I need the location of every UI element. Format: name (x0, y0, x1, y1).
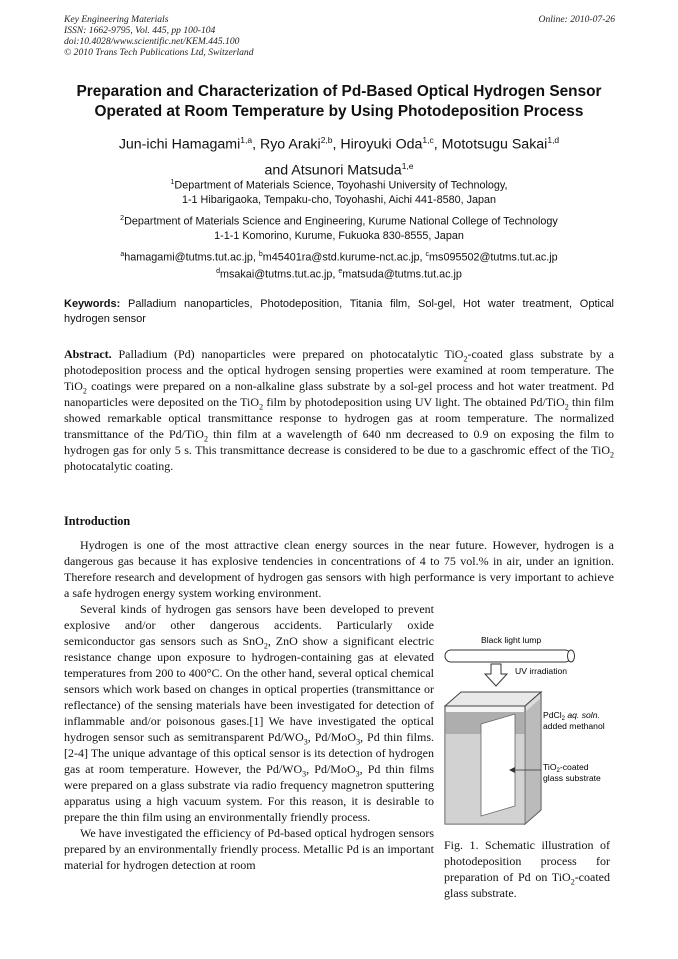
journal-name: Key Engineering Materials (64, 14, 169, 25)
copyright: © 2010 Trans Tech Publications Ltd, Switzerland (64, 47, 254, 58)
paragraph: We have investigated the efficiency of Pd-based optical hydrogen sensors prepared by an environmentally friendly process. Metallic Pd is an important material for hydrogen detection at room (64, 826, 434, 872)
solution-label: PdCl$_2$ aq. soln. (543, 710, 600, 722)
email-link[interactable]: hamagami@tutms.tut.ac.jp, (124, 251, 256, 264)
online-date: Online: 2010-07-26 (538, 14, 615, 25)
tio2-substrate (481, 714, 515, 816)
email-list: $^a$hamagami@tutms.tut.ac.jp, $^b$m45401ra@std.kurume-nct.ac.jp, $^c$ms095502@tutms.tut.ac.jp $^d$msakai@tutms.tut.ac.jp, $^e$matsuda@tutms.tut.ac.jp (120, 251, 558, 281)
solution-label-2: added methanol (543, 721, 605, 731)
abstract: Abstract. Palladium (Pd) nanoparticles were prepared on photocatalytic TiO$_2$-coated glass substrate by a photodeposition process and the optical hydrogen sensing properties were examined at room temperature. The TiO$_2$ coatings were prepared on a non-alkaline glass substrate by a sol-gel process and hot water treatment. Pd nanoparticles were deposited on the TiO$_2$ film by photodeposition using UV light. The obtained Pd/TiO$_2$ thin film showed remarkable optical transmittance response to hydrogen gas at room temperature. The normalized transmittance of the Pd/TiO$_2$ thin film at a wavelength of 640 nm decreased to 0.9 on exposing the film to hydrogen gas for only 5 s. This transmittance decrease is considered to be due to a gaschromic effect of the TiO$_2$ photocatalytic coating. (64, 347, 615, 473)
lamp-end (568, 650, 575, 662)
author: Ryo Araki (259, 136, 321, 153)
keywords: Keywords: Palladium nanoparticles, Photodeposition, Titania film, Sol-gel, Hot water treatment, Optical hydrogen sensor (64, 298, 615, 325)
figure-1-schematic (437, 628, 615, 833)
doi: doi:10.4028/www.scientific.net/KEM.445.100 (64, 36, 240, 47)
paper-title: Preparation and Characterization of Pd-Based Optical Hydrogen Sensor Operated at Room Temperature by Using Photodeposition Process (76, 83, 602, 120)
vessel-top (445, 692, 541, 706)
author: Atsunori Matsuda (291, 162, 402, 179)
uv-label: UV irradiation (515, 666, 568, 676)
paragraph: Several kinds of hydrogen gas sensors have been developed to prevent explosive and/or other dangerous accidents. Particularly oxide semiconductor gas sensors such as SnO$_2$, ZnO show a significant electric resistance change upon exposure to hydrogen-containing gas at elevated temperatures from 200 to 400°C. On the other hand, several optical chemical sensors which work based on changes in optical properties (transmittance or reflectance) of the sensing materials have been investigated for detection of inflammable and/or poisonous gases.[1] We have investigated the optical hydrogen sensor such as semitransparent $Pd/WO_3$, Pd/MoO$_3$, Pd thin films.[2-4] The unique advantage of this optical sensor is its detection of hydrogen gas at room temperature. However, the $Pd/WO_3$, Pd/MoO$_3$, Pd thin films were prepared on a glass substrate via radio frequency magnetron sputtering apparatus using a high vacuum system. For this reason, it is desirable to prepare the thin film using an environmentally friendly process. (64, 602, 435, 824)
paragraph: Hydrogen is one of the most attractive clean energy sources in the near future. However, hydrogen is a dangerous gas because it has explosive tendencies in concentrations of 4 to 75 vol.% in air, under an ignition. Therefore research and development of hydrogen gas sensors with high performance is very important to achieve a safe hydrogen energy system working environment. (64, 538, 614, 600)
substrate-label-2: glass substrate (543, 773, 601, 783)
uv-arrow-icon (485, 664, 507, 686)
issn: ISSN: 1662-9795, Vol. 445, pp 100-104 (64, 25, 216, 36)
author: Mototsugu Sakai (441, 136, 548, 153)
affiliation-2: $^2$Department of Materials Science and Engineering, Kurume National College of Technology 1-1-1 Komorino, Kurume, Fukuoka 830-8555, Japan (120, 215, 558, 242)
journal-header (64, 14, 254, 58)
lamp-label: Black light lump (481, 635, 542, 645)
black-light-lamp (445, 650, 571, 662)
author: Jun-ichi Hamagami (118, 136, 241, 153)
section-heading-introduction: Introduction (64, 514, 131, 528)
abstract-label: Abstract. (64, 347, 112, 361)
email-link[interactable]: msakai@tutms.tut.ac.jp, (220, 268, 336, 281)
email-link[interactable]: ms095502@tutms.tut.ac.jp (429, 251, 558, 264)
email-link[interactable]: matsuda@tutms.tut.ac.jp (342, 268, 462, 281)
affiliation-1: $^1$Department of Materials Science, Toyohashi University of Technology, 1-1 Hibarigaoka, Tempaku-cho, Toyohashi, Aichi 441-8580, Japan (170, 179, 508, 206)
author-list: Jun-ichi Hamagami$^{1,a}$, Ryo Araki$^{2,b}$, Hiroyuki Oda$^{1,c}$, Mototsugu Sakai$^{1,d}$ and Atsunori Matsuda$^{1,e}$ (118, 135, 560, 179)
substrate-label: TiO$_2$-coated (543, 762, 589, 774)
author: Hiroyuki Oda (340, 136, 423, 153)
solution-side (525, 698, 541, 824)
figure-1-caption: Fig. 1. Schematic illustration of photodeposition process for preparation of Pd on TiO$_2$-coated glass substrate. (444, 838, 610, 900)
email-link[interactable]: m45401ra@std.kurume-nct.ac.jp, (262, 251, 423, 264)
